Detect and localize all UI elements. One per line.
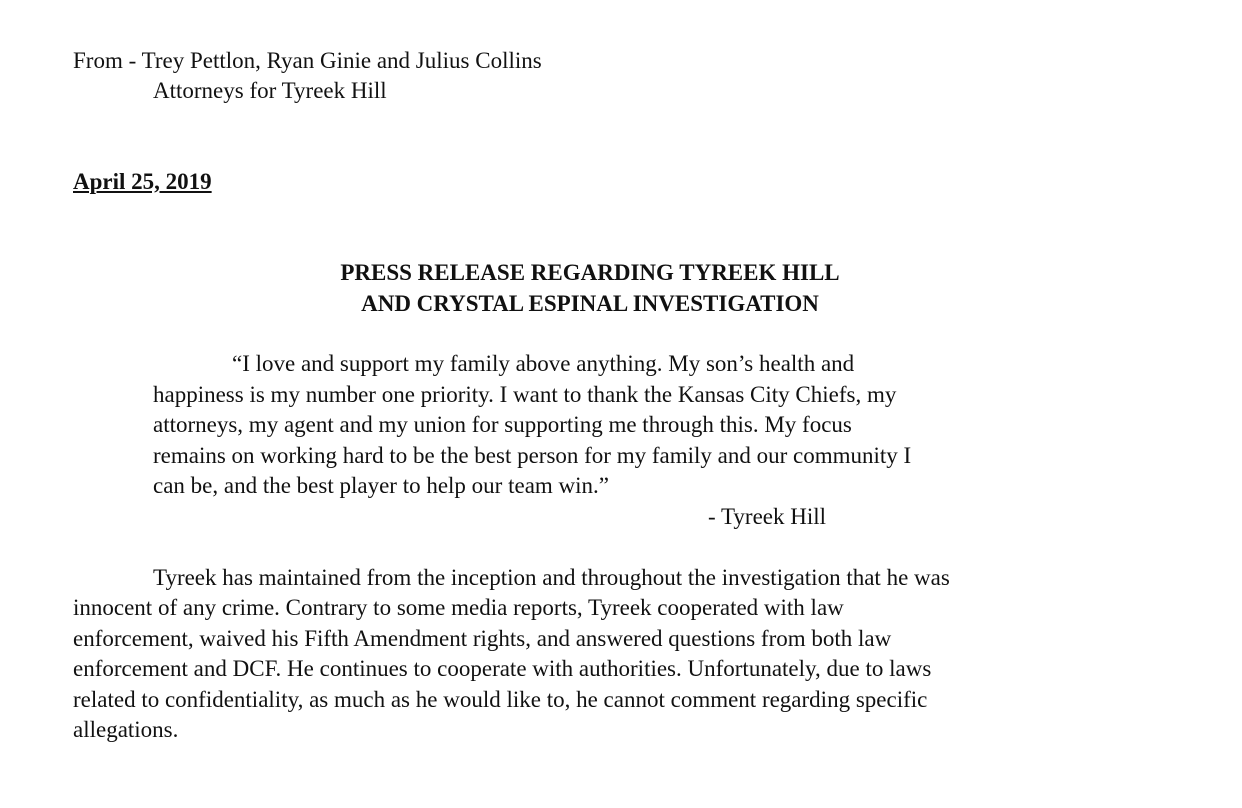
quote-line: “I love and support my family above anything. My son’s health and (232, 351, 855, 376)
quote-line: attorneys, my agent and my union for supporting me through this. My focus (153, 412, 852, 437)
body-line: innocent of any crime. Contrary to some media reports, Tyreek cooperated with law (73, 595, 844, 620)
from-attorneys-line: Attorneys for Tyreek Hill (153, 78, 387, 103)
quote-line: can be, and the best player to help our team win.” (153, 473, 610, 498)
release-date: April 25, 2019 (73, 169, 212, 194)
body-line: allegations. (73, 717, 179, 742)
body-line: related to confidentiality, as much as he would like to, he cannot comment regarding specific (73, 687, 928, 712)
quote-line: happiness is my number one priority. I want to thank the Kansas City Chiefs, my (153, 382, 897, 407)
body-line: enforcement, waived his Fifth Amendment rights, and answered questions from both law (73, 626, 892, 651)
body-line: enforcement and DCF. He continues to cooperate with authorities. Unfortunately, due to laws (73, 656, 932, 681)
title-line-1: PRESS RELEASE REGARDING TYREEK HILL (340, 260, 840, 285)
quote-line: remains on working hard to be the best person for my family and our community I (153, 443, 912, 468)
body-line: Tyreek has maintained from the inception and throughout the investigation that he was (153, 565, 950, 590)
quote-attribution: - Tyreek Hill (708, 504, 827, 529)
title-line-2: AND CRYSTAL ESPINAL INVESTIGATION (361, 291, 819, 316)
from-line: From - Trey Pettlon, Ryan Ginie and Julius Collins (73, 48, 542, 73)
